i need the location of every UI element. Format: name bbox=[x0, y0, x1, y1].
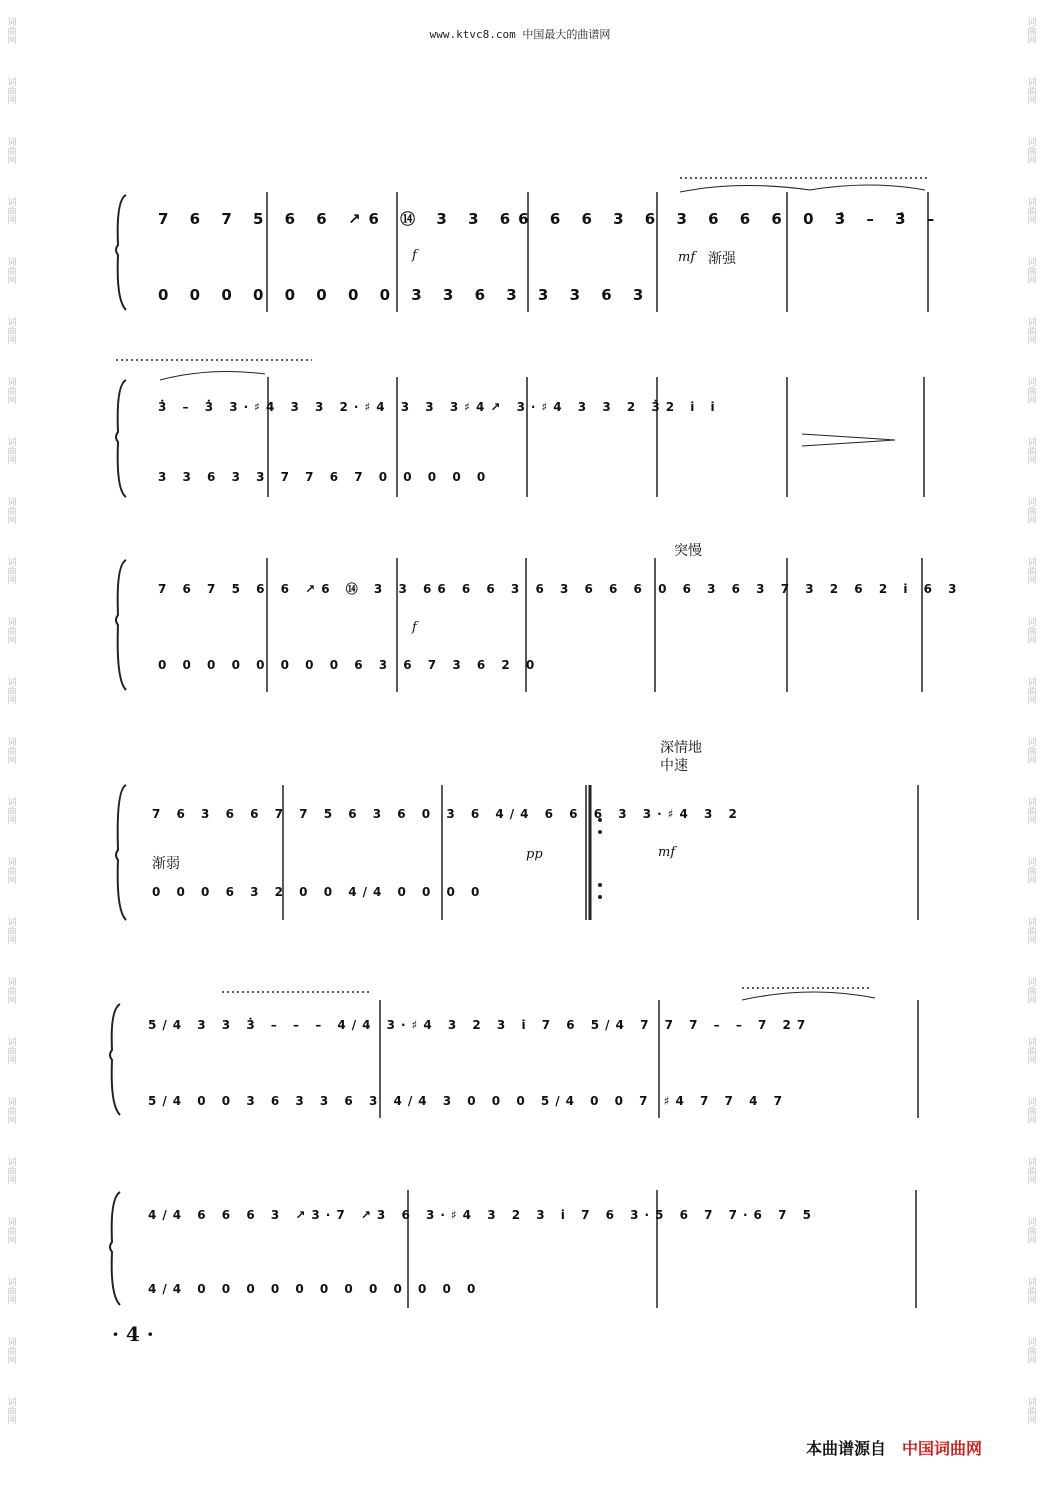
watermark-text: 词曲网 bbox=[5, 1336, 16, 1364]
watermark-text: 词曲网 bbox=[1025, 736, 1036, 764]
watermark-text: 词曲网 bbox=[1025, 16, 1036, 44]
system-4-bottom-notes: 0 0 0 6 3 2 0 0 4/4 0 0 0 0 bbox=[152, 885, 486, 899]
watermark-text: 词曲网 bbox=[1025, 976, 1036, 1004]
score-system-2 bbox=[0, 352, 1040, 512]
dynamic-mark: f bbox=[412, 620, 417, 635]
dynamic-mark: mf bbox=[678, 250, 696, 265]
watermark-text: 词曲网 bbox=[1025, 1216, 1036, 1244]
watermark-text: 词曲网 bbox=[1025, 856, 1036, 884]
watermark-text: 词曲网 bbox=[1025, 1276, 1036, 1304]
score-system-1 bbox=[0, 170, 1040, 320]
expression-mark: 深情地 bbox=[660, 740, 702, 756]
watermark-text: 词曲网 bbox=[5, 376, 16, 404]
watermark-text: 词曲网 bbox=[5, 1096, 16, 1124]
system-6-top-notes: 4/4 6 6 6 3 ↗3·7 ↗3 6 3·♯4 3 2 3 i 7 6 3·5 6 7 7·6 7 5 bbox=[148, 1208, 817, 1222]
site-header: www.ktvc8.com 中国最大的曲谱网 bbox=[429, 28, 611, 41]
watermark-text: 词曲网 bbox=[5, 616, 16, 644]
watermark-text: 词曲网 bbox=[1025, 676, 1036, 704]
watermark-text: 词曲网 bbox=[5, 736, 16, 764]
watermark-text: 词曲网 bbox=[1025, 1156, 1036, 1184]
tempo-mark: 中速 bbox=[660, 758, 688, 774]
watermark-text: 词曲网 bbox=[1025, 376, 1036, 404]
watermark-text: 词曲网 bbox=[5, 1216, 16, 1244]
watermark-text: 词曲网 bbox=[1025, 1096, 1036, 1124]
watermark-text: 词曲网 bbox=[5, 1276, 16, 1304]
watermark-text: 词曲网 bbox=[1025, 796, 1036, 824]
watermark-text: 词曲网 bbox=[1025, 1036, 1036, 1064]
score-system-4 bbox=[0, 735, 1040, 930]
system-2-top-notes: 3̇ – 3̇ 3·♯4 3 3 2·♯4 3 3 3♯4↗ 3·♯4 3 3 2 3̇2 i i bbox=[158, 400, 721, 414]
watermark-text: 词曲网 bbox=[1025, 496, 1036, 524]
watermark-text: 词曲网 bbox=[5, 496, 16, 524]
watermark-text: 词曲网 bbox=[5, 196, 16, 224]
watermark-text: 词曲网 bbox=[5, 1156, 16, 1184]
watermark-text: 词曲网 bbox=[5, 256, 16, 284]
dynamic-mark: pp bbox=[526, 847, 543, 862]
expression-mark: 渐弱 bbox=[152, 856, 180, 872]
score-system-6 bbox=[0, 1170, 1040, 1315]
watermark-text: 词曲网 bbox=[5, 916, 16, 944]
expression-mark: 渐强 bbox=[708, 251, 736, 267]
system-5-top-notes: 5/4 3 3 3̇ – – – 4/4 3·♯4 3 2 3 i 7 6 5/4 7 7 7 – – 7 27 bbox=[148, 1018, 812, 1032]
page-number: · 4 · bbox=[112, 1322, 154, 1346]
watermark-text: 词曲网 bbox=[5, 436, 16, 464]
system-3-bottom-notes: 0 0 0 0 0 0 0 0 6 3 6 7 3 6 2 0 bbox=[158, 658, 541, 672]
system-1-top-notes: 7 6 7 5 6 6 ↗6 ⑭ 3 3 66 6 6 3 6 3 6 6 6 0 3̇ – 3̇ – bbox=[158, 210, 943, 228]
watermark-text: 词曲网 bbox=[5, 556, 16, 584]
score-system-5 bbox=[0, 980, 1040, 1125]
system-2-bottom-notes: 3 3 6 3 3 7 7 6 7 0 0 0 0 0 bbox=[158, 470, 492, 484]
score-system-3 bbox=[0, 540, 1040, 710]
watermark-text: 词曲网 bbox=[5, 856, 16, 884]
watermark-text: 词曲网 bbox=[5, 76, 16, 104]
watermark-text: 词曲网 bbox=[5, 796, 16, 824]
watermark-text: 词曲网 bbox=[1025, 196, 1036, 224]
system-3-top-notes: 7 6 7 5 6 6 ↗6 ⑭ 3 3 66 6 6 3 6 3 6 6 6 0 6 3 6 3 7 3 2 6 2 i 6 3 bbox=[158, 582, 963, 596]
watermark-text: 词曲网 bbox=[1025, 136, 1036, 164]
watermark-text: 词曲网 bbox=[1025, 916, 1036, 944]
watermark-text: 词曲网 bbox=[1025, 556, 1036, 584]
watermark-text: 词曲网 bbox=[5, 316, 16, 344]
source-footer bbox=[806, 1436, 982, 1459]
watermark-text: 词曲网 bbox=[1025, 616, 1036, 644]
system-6-bottom-notes: 4/4 0 0 0 0 0 0 0 0 0 0 0 0 bbox=[148, 1282, 482, 1296]
watermark-text: 词曲网 bbox=[1025, 316, 1036, 344]
tempo-mark: 突慢 bbox=[674, 543, 702, 559]
system-3-lines bbox=[0, 540, 1040, 710]
system-4-top-notes: 7 6 3 6 6 7 7 5 6 3 6 0 3 6 4/4 6 6 6 3 3·♯4 3 2 bbox=[152, 807, 743, 821]
watermark-text: 词曲网 bbox=[5, 16, 16, 44]
brand-link[interactable]: 中国词曲网 bbox=[902, 1439, 983, 1458]
system-2-lines bbox=[0, 352, 1040, 512]
watermark-text: 词曲网 bbox=[1025, 436, 1036, 464]
watermark-text: 词曲网 bbox=[5, 1036, 16, 1064]
watermark-text: 词曲网 bbox=[1025, 1336, 1036, 1364]
system-5-bottom-notes: 5/4 0 0 3 6 3 3 6 3 4/4 3 0 0 0 5/4 0 0 7 ♯4 7 7 4 7 bbox=[148, 1094, 788, 1108]
dynamic-mark: f bbox=[412, 248, 417, 263]
source-text: 本曲谱源自 bbox=[806, 1439, 887, 1458]
watermark-text: 词曲网 bbox=[5, 676, 16, 704]
watermark-text: 词曲网 bbox=[5, 976, 16, 1004]
dynamic-mark: mf bbox=[658, 845, 676, 860]
watermark-text: 词曲网 bbox=[1025, 256, 1036, 284]
system-1-bottom-notes: 0 0 0 0 0 0 0 0 3 3 6 3 3 3 6 3 bbox=[158, 286, 652, 304]
watermark-text: 词曲网 bbox=[5, 1396, 16, 1424]
watermark-text: 词曲网 bbox=[1025, 76, 1036, 104]
watermark-text: 词曲网 bbox=[5, 136, 16, 164]
watermark-text: 词曲网 bbox=[1025, 1396, 1036, 1424]
system-4-lines bbox=[0, 735, 1040, 930]
